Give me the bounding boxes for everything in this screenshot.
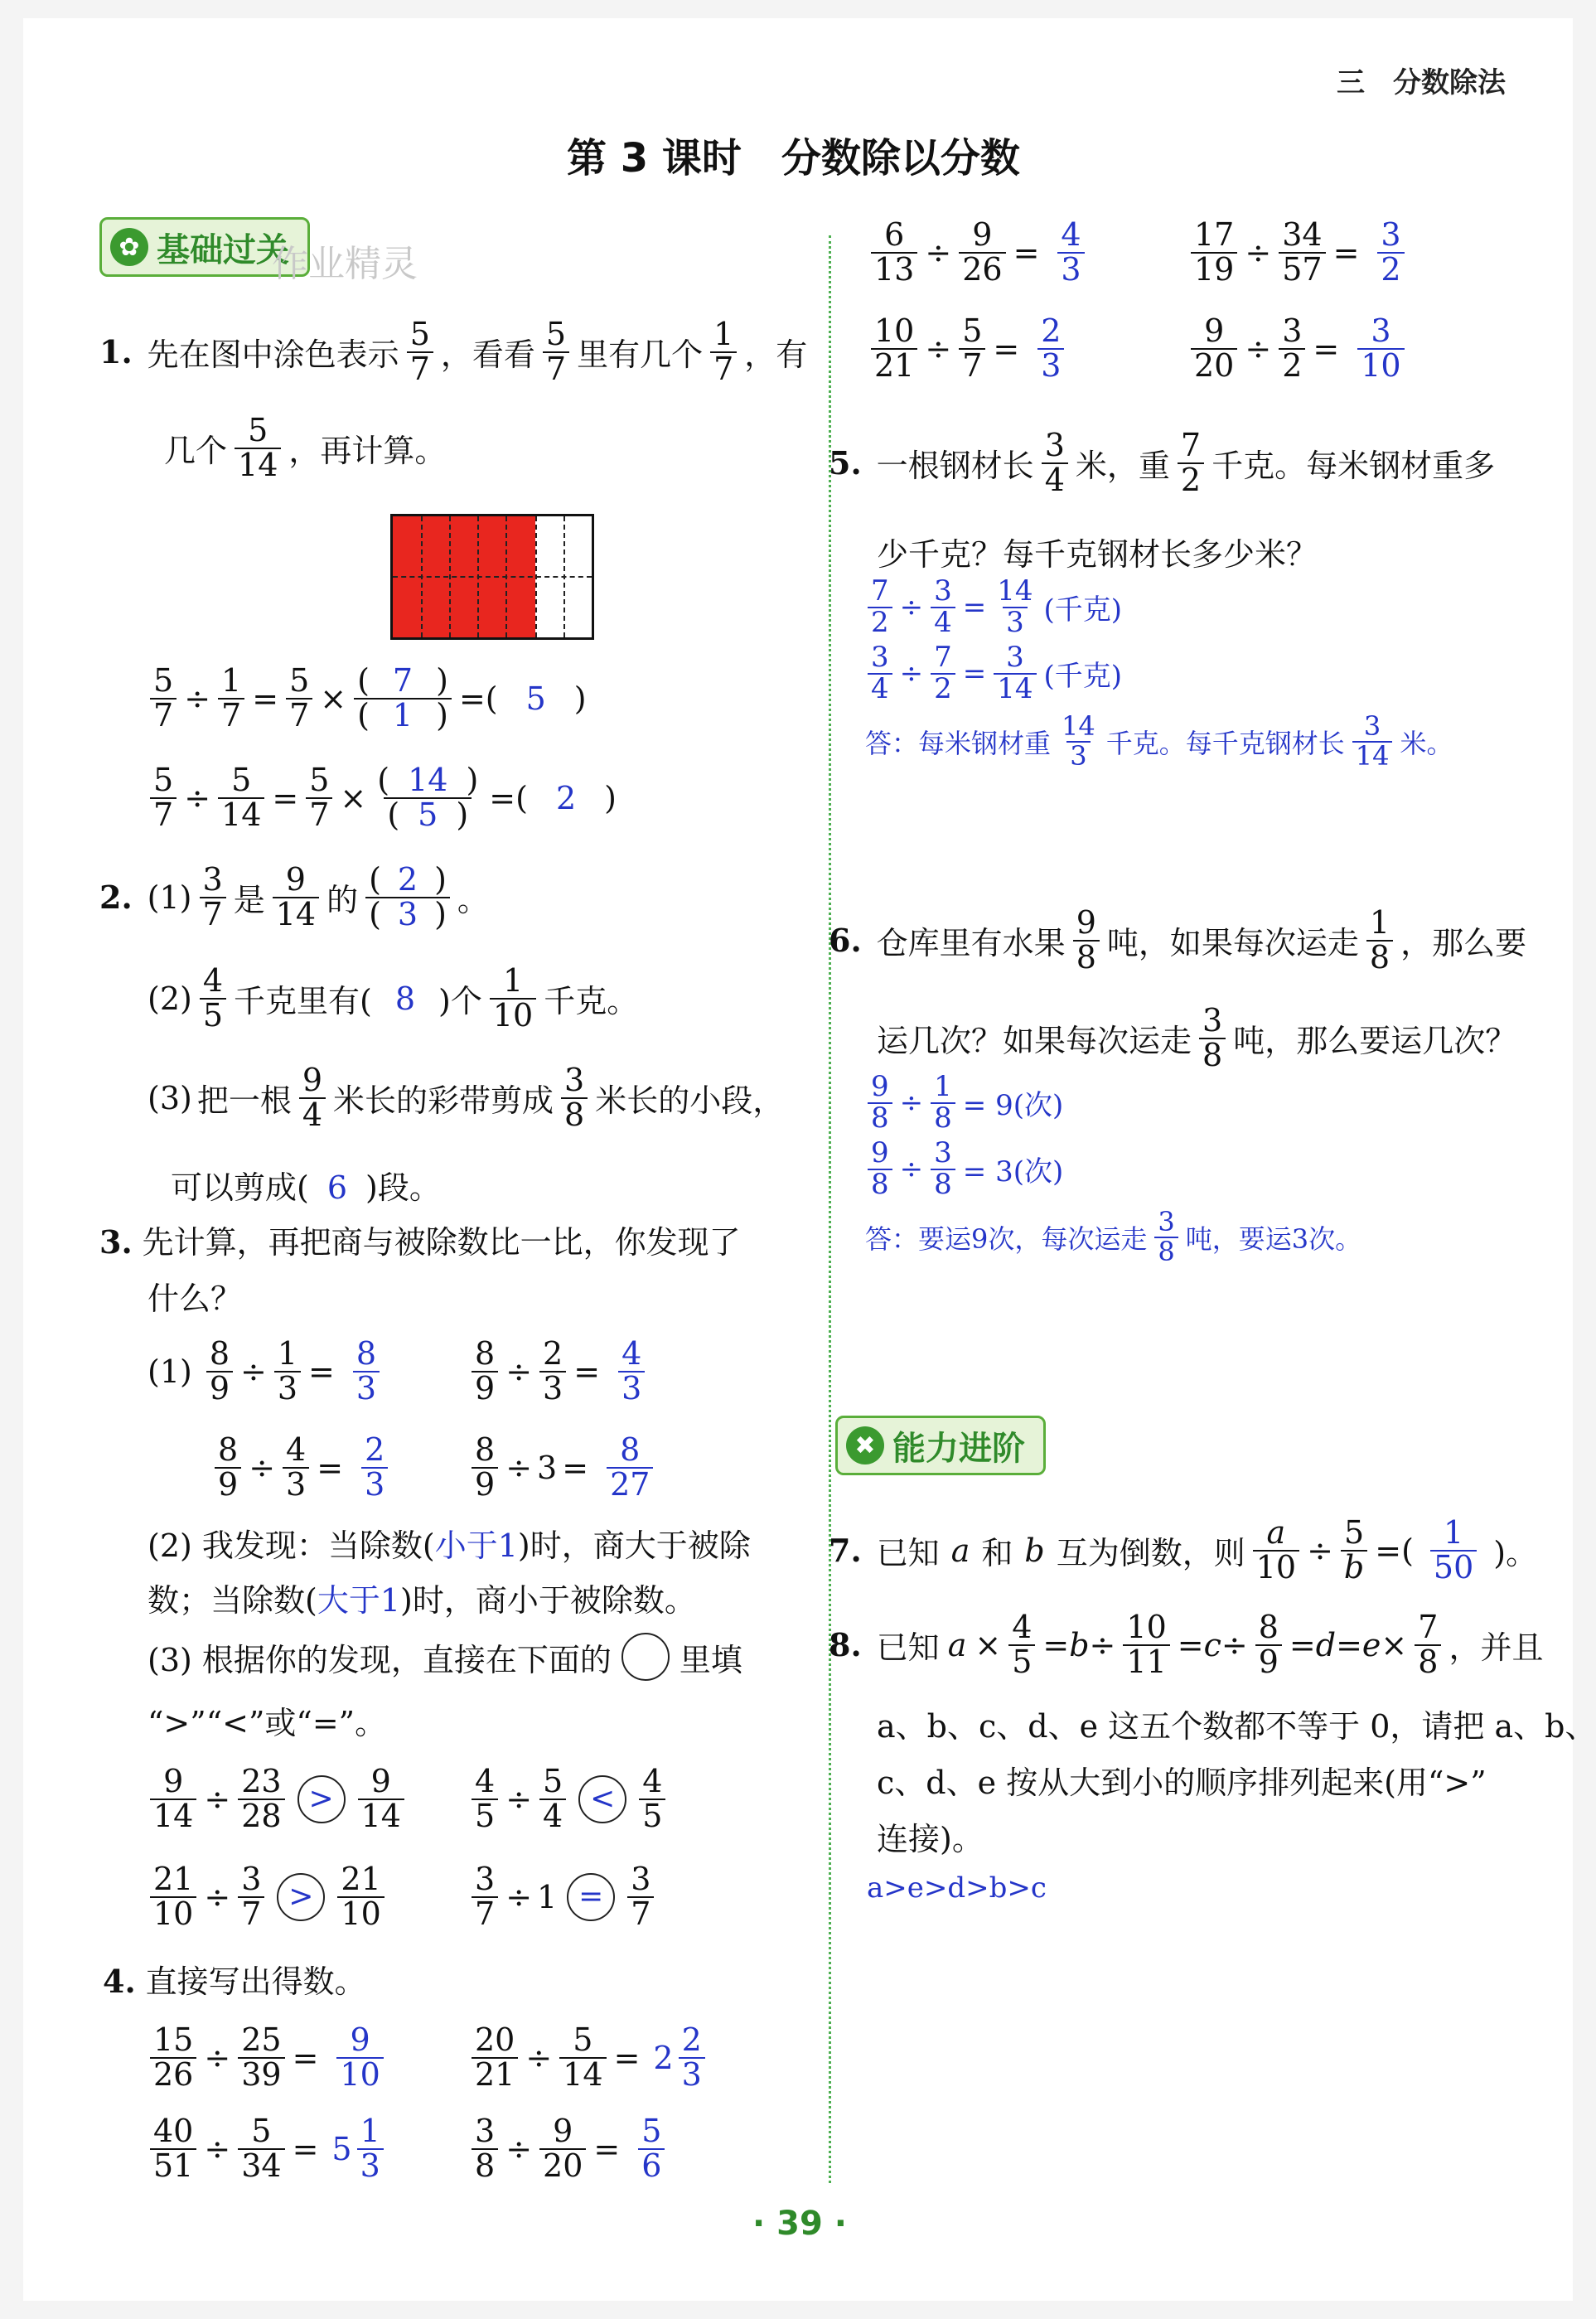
fraction: $\frac{5}{7}$: [543, 318, 569, 386]
q2-part2: (2) $\frac{4}{5}$ 千克里有( 8 )个 $\frac{1}{10}$ 千克。: [148, 962, 639, 1034]
q1-line2: [164, 414, 446, 482]
q3-line1: 3. 先计算，再把商与被除数比一比，你发现了: [99, 1223, 741, 1261]
gear-icon: ✿: [110, 228, 148, 266]
answer: 5: [525, 680, 546, 717]
q1-text: ，再计算。: [288, 433, 447, 470]
answer: 2: [555, 779, 577, 816]
q5-line2: 少千克？每千克钢材长多少米？: [877, 536, 1318, 573]
section-label: 基础过关: [157, 230, 289, 269]
answer: 1: [392, 696, 414, 733]
q3-compare-3: $\frac{21}{10}$ ÷ $\frac{3}{7}$ > $\frac{21}{10}$: [148, 1863, 387, 1931]
answer: 14: [408, 762, 448, 798]
q5-solution-2: $\frac{3}{4}$ ÷ $\frac{7}{2}$ = $\frac{3}{14}$ (千克): [865, 643, 1122, 704]
q3-part2-line1: (2) 我发现：当除数(小于1)时，商大于被除: [148, 1527, 751, 1564]
compare-circle[interactable]: >: [277, 1873, 325, 1921]
fraction: $\frac{5}{7}$: [407, 318, 433, 386]
running-icon: ✖: [846, 1426, 884, 1465]
q3-calc-3: $\frac{8}{9}$ ÷ $\frac{4}{3}$ = $\frac{2}{3}$: [212, 1434, 390, 1502]
q3-part2-line2: 数；当除数(大于1)时，商小于被除数。: [148, 1582, 696, 1619]
q3-calc-1: (1) $\frac{8}{9}$ ÷ $\frac{1}{3}$ = $\frac{8}{3}$: [148, 1338, 382, 1406]
q1-text: ，有: [744, 336, 808, 374]
q1-text: 里有几个: [577, 336, 704, 374]
q2-part3-line2: 可以剪成( 6 )段。: [171, 1169, 441, 1206]
q1-line1: [99, 318, 807, 386]
q2-part1: 2. (1) $\frac{3}{7}$ 是 $\frac{9}{14}$ 的 $\frac{( 2 )}{( 3 )}$ 。: [99, 861, 489, 932]
section-badge-advanced: [835, 1416, 1046, 1475]
q1-calc-2: $\frac{5}{7}$ ÷ $\frac{5}{14}$ = $\frac{5}{7}$ × $\frac{( 14 )}{( 5 )}$ =( 2 ): [148, 764, 617, 832]
q4-item-2: $\frac{20}{21}$ ÷ $\frac{5}{14}$ = 2 $\frac{2}{3}$: [469, 2024, 708, 2092]
section-label: 能力进阶: [892, 1429, 1025, 1468]
q5-solution-1: $\frac{7}{2}$ ÷ $\frac{3}{4}$ = $\frac{14}{3}$ (千克): [865, 577, 1122, 637]
q1-calc-1: $\frac{5}{7}$ ÷ $\frac{1}{7}$ = $\frac{5}{7}$ × $\frac{( 7 )}{( 1 )}$ =( 5 ): [148, 665, 587, 733]
q5-line1: 5. 一根钢材长 $\frac{3}{4}$ 米，重 $\frac{7}{2}$ 千克。每米钢材重多: [829, 427, 1496, 498]
compare-circle[interactable]: <: [578, 1775, 626, 1823]
q5-answer: 答：每米钢材重 $\frac{14}{3}$ 千克。每千克钢材长 $\frac{3}{14}$ 米。: [865, 710, 1453, 772]
q6-line1: 6. 仓库里有水果 $\frac{9}{8}$ 吨，如果每次运走 $\frac{1}{8}$ ，那么要: [829, 904, 1527, 976]
q3-part3-line1: (3) 根据你的发现，直接在下面的 里填: [148, 1633, 742, 1681]
q4-item-4: $\frac{3}{8}$ ÷ $\frac{9}{20}$ = $\frac{5}{6}$: [469, 2115, 667, 2183]
q1-text: ，看看: [440, 336, 535, 374]
q6-solution-2: $\frac{9}{8}$ ÷ $\frac{3}{8}$ = 3(次): [865, 1139, 1063, 1199]
q6-answer: 答：要运9次，每次运走 $\frac{3}{8}$ 吨，要运3次。: [865, 1206, 1362, 1267]
chapter-header: 三 分数除法: [1337, 66, 1506, 99]
q6-line2: 运几次？如果每次运走 $\frac{3}{8}$ 吨，那么要运几次？: [877, 1002, 1517, 1073]
q3-compare-1: $\frac{9}{14}$ ÷ $\frac{23}{28}$ > $\frac{9}{14}$: [148, 1765, 407, 1833]
q3-calc-2: $\frac{8}{9}$ ÷ $\frac{2}{3}$ = $\frac{4}{3}$: [469, 1338, 647, 1406]
compare-circle[interactable]: >: [297, 1775, 346, 1823]
fraction: $\frac{5}{14}$: [235, 414, 281, 482]
q3-line2: 什么？: [148, 1281, 243, 1317]
q1-text: 先在图中涂色表示: [147, 336, 399, 374]
q4-item-6: $\frac{17}{19}$ ÷ $\frac{34}{57}$ = $\frac{3}{2}$: [1188, 219, 1407, 287]
q4-item-5: $\frac{6}{13}$ ÷ $\frac{9}{26}$ = $\frac{4}{3}$: [868, 219, 1087, 287]
shading-rectangle[interactable]: [390, 514, 594, 640]
q4-heading: 4. 直接写出得数。: [103, 1963, 366, 2000]
q4-item-7: $\frac{10}{21}$ ÷ $\frac{5}{7}$ = $\frac{2}{3}$: [868, 315, 1066, 383]
q1-number: 1.: [99, 333, 133, 371]
answer: 5: [418, 796, 438, 833]
blank-circle: [621, 1633, 670, 1681]
q8-answer: a>e>d>b>c: [867, 1871, 1047, 1905]
page: [23, 18, 1596, 2301]
q4-item-8: $\frac{9}{20}$ ÷ $\frac{3}{2}$ = $\frac{3}{10}$: [1188, 315, 1407, 383]
fraction: $\frac{1}{7}$: [710, 318, 737, 386]
q3-part3-line2: “>”“<”或“=”。: [148, 1705, 387, 1741]
q8-line2: a、b、c、d、e 这五个数都不等于 0，请把 a、b、: [877, 1708, 1596, 1745]
q2-part3: (3) 把一根 $\frac{9}{4}$ 米长的彩带剪成 $\frac{3}{8}$ 米长的小段，: [148, 1062, 785, 1133]
q4-item-3: $\frac{40}{51}$ ÷ $\frac{5}{34}$ = 5 $\frac{1}{3}$: [148, 2115, 386, 2183]
q8-line3: c、d、e 按从大到小的顺序排列起来(用“>”: [877, 1765, 1487, 1801]
q3-calc-4: $\frac{8}{9}$ ÷ 3 = $\frac{8}{27}$: [469, 1434, 655, 1502]
q7-line: 7. 已知 a 和 b 互为倒数，则 $\frac{a}{10}$ ÷ $\frac{5}{b}$ =( $\frac{1}{50}$ )。: [829, 1514, 1538, 1586]
q3-compare-4: $\frac{3}{7}$ ÷ 1 = $\frac{3}{7}$: [469, 1863, 656, 1931]
q8-line4: 连接)。: [877, 1821, 984, 1857]
q3-compare-2: $\frac{4}{5}$ ÷ $\frac{5}{4}$ < $\frac{4}{5}$: [469, 1765, 668, 1833]
answer: 7: [392, 662, 414, 699]
watermark: 作业精灵: [272, 243, 418, 285]
column-divider: [829, 235, 831, 2183]
compare-circle[interactable]: =: [567, 1873, 615, 1921]
q4-item-1: $\frac{15}{26}$ ÷ $\frac{25}{39}$ = $\frac{9}{10}$: [148, 2024, 386, 2092]
q1-text: 几个: [164, 433, 228, 470]
page-title: 第 3 课时 分数除以分数: [567, 135, 1020, 182]
q8-line1: 8. 已知 a × $\frac{4}{5}$ =b÷ $\frac{10}{11}$ =c÷ $\frac{8}{9}$ =d=e× $\frac{7}{8}$ ，并且: [829, 1609, 1544, 1680]
q6-solution-1: $\frac{9}{8}$ ÷ $\frac{1}{8}$ = 9(次): [865, 1072, 1063, 1133]
page-number: · 39 ·: [752, 2205, 847, 2243]
